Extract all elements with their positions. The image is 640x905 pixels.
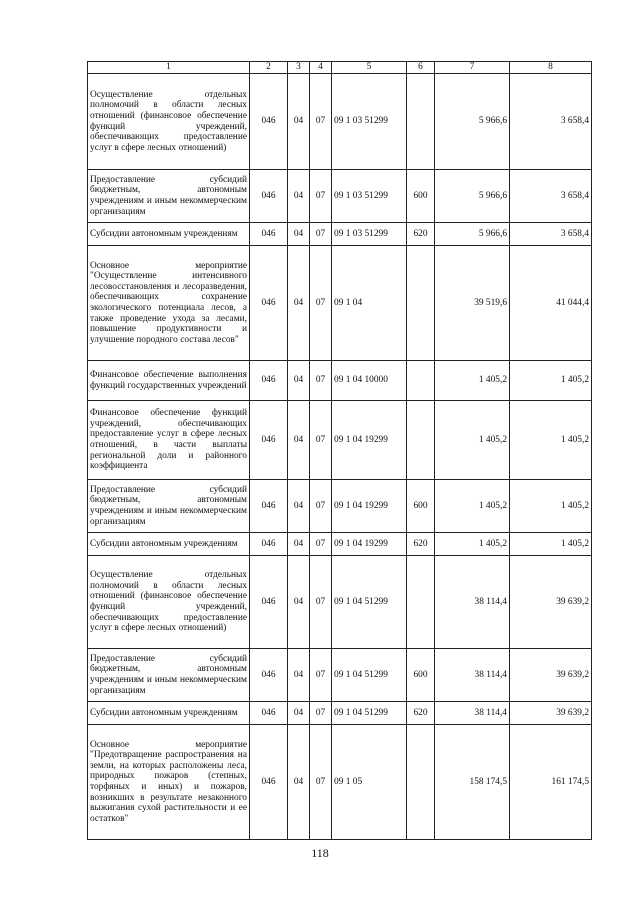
row-subsection: 07 [310,702,332,725]
table-row [88,170,592,223]
row-amount-year-1: 5 966,6 [435,170,510,223]
row-name: Субсидии автономным учреждениям [88,533,250,556]
row-subsection: 07 [310,246,332,361]
row-amount-year-1: 39 519,6 [435,246,510,361]
header-cell-4: 4 [310,62,332,74]
row-amount-year-2: 39 639,2 [510,556,592,649]
row-amount-year-2: 1 405,2 [510,401,592,480]
row-ministry-code: 046 [250,556,288,649]
row-amount-year-2: 3 658,4 [510,223,592,246]
row-section: 04 [288,556,310,649]
header-cell-1: 1 [88,62,250,74]
row-amount-year-2: 39 639,2 [510,649,592,702]
row-section: 04 [288,702,310,725]
row-ministry-code: 046 [250,702,288,725]
header-cell-7: 7 [435,62,510,74]
row-ministry-code: 046 [250,649,288,702]
row-subsection: 07 [310,223,332,246]
row-expense-type: 600 [407,480,435,533]
table-body [88,74,592,840]
row-subsection: 07 [310,170,332,223]
row-subsection: 07 [310,725,332,840]
header-cell-6: 6 [407,62,435,74]
row-expense-type [407,74,435,170]
row-target-article: 09 1 04 10000 [332,361,407,401]
row-name: Предоставление субсидий бюджетным, автономным учреждениям и иным некоммерческим организациям [88,480,250,533]
row-name: Финансовое обеспечение выполнения функций государственных учреждений [88,361,250,401]
row-target-article: 09 1 03 51299 [332,74,407,170]
table-row [88,702,592,725]
table-row [88,246,592,361]
row-section: 04 [288,74,310,170]
page-number: 118 [311,846,329,860]
header-row [88,62,592,74]
row-amount-year-2: 161 174,5 [510,725,592,840]
row-amount-year-2: 3 658,4 [510,170,592,223]
row-amount-year-1: 1 405,2 [435,361,510,401]
row-name: Субсидии автономным учреждениям [88,702,250,725]
row-section: 04 [288,725,310,840]
row-name: Осуществление отдельных полномочий в области лесных отношений (финансовое обеспечение функций учреждений, обеспечивающих предоставление услуг в сфере лесных отношений) [88,74,250,170]
row-target-article: 09 1 04 19299 [332,533,407,556]
row-expense-type [407,725,435,840]
row-expense-type: 620 [407,702,435,725]
row-section: 04 [288,401,310,480]
row-target-article: 09 1 03 51299 [332,223,407,246]
row-amount-year-2: 1 405,2 [510,480,592,533]
row-amount-year-1: 5 966,6 [435,223,510,246]
row-section: 04 [288,649,310,702]
table-row [88,74,592,170]
row-ministry-code: 046 [250,74,288,170]
row-section: 04 [288,223,310,246]
row-name: Предоставление субсидий бюджетным, автономным учреждениям и иным некоммерческим организациям [88,170,250,223]
header-cell-2: 2 [250,62,288,74]
row-amount-year-1: 1 405,2 [435,533,510,556]
header-cell-8: 8 [510,62,592,74]
row-section: 04 [288,480,310,533]
header-cell-3: 3 [288,62,310,74]
row-name: Предоставление субсидий бюджетным, автономным учреждениям и иным некоммерческим организациям [88,649,250,702]
row-subsection: 07 [310,533,332,556]
table-row [88,401,592,480]
row-target-article: 09 1 04 19299 [332,480,407,533]
row-amount-year-1: 38 114,4 [435,702,510,725]
row-subsection: 07 [310,74,332,170]
row-ministry-code: 046 [250,246,288,361]
row-ministry-code: 046 [250,725,288,840]
row-amount-year-1: 38 114,4 [435,556,510,649]
table-row [88,533,592,556]
row-expense-type [407,361,435,401]
row-name: Основное мероприятие "Осуществление интенсивного лесовосстановления и лесоразведения, обеспечивающих сохранение экологического потенциала лесов, а также проведение ухода за лесами, повышение продуктивности и улучшение породного состава лесов" [88,246,250,361]
row-name: Субсидии автономным учреждениям [88,223,250,246]
table-row [88,649,592,702]
row-amount-year-2: 41 044,4 [510,246,592,361]
row-expense-type [407,246,435,361]
row-subsection: 07 [310,401,332,480]
table-row [88,725,592,840]
row-amount-year-1: 5 966,6 [435,74,510,170]
row-amount-year-1: 1 405,2 [435,401,510,480]
row-ministry-code: 046 [250,170,288,223]
row-target-article: 09 1 04 51299 [332,556,407,649]
row-section: 04 [288,361,310,401]
row-name: Осуществление отдельных полномочий в области лесных отношений (финансовое обеспечение функций учреждений, обеспечивающих предоставление услуг в сфере лесных отношений) [88,556,250,649]
row-amount-year-2: 3 658,4 [510,74,592,170]
row-subsection: 07 [310,361,332,401]
row-target-article: 09 1 04 51299 [332,702,407,725]
row-expense-type: 600 [407,649,435,702]
row-amount-year-2: 1 405,2 [510,361,592,401]
row-subsection: 07 [310,649,332,702]
row-ministry-code: 046 [250,401,288,480]
table-header [88,62,592,74]
budget-table [87,61,592,840]
row-amount-year-1: 1 405,2 [435,480,510,533]
row-target-article: 09 1 05 [332,725,407,840]
table-row [88,480,592,533]
row-expense-type [407,556,435,649]
row-name: Основное мероприятие "Предотвращение распространения на земли, на которых расположены леса, природных пожаров (степных, торфяных и иных) и пожаров, возникших в результате незаконного выжигания сухой растительности и ее остатков" [88,725,250,840]
row-section: 04 [288,170,310,223]
row-name: Финансовое обеспечение функций учреждений, обеспечивающих предоставление услуг в сфере лесных отношений, в части выплаты региональной доли и районного коэффициента [88,401,250,480]
table-row [88,556,592,649]
row-section: 04 [288,533,310,556]
row-section: 04 [288,246,310,361]
row-ministry-code: 046 [250,533,288,556]
row-subsection: 07 [310,556,332,649]
row-expense-type [407,401,435,480]
row-ministry-code: 046 [250,361,288,401]
row-amount-year-1: 158 174,5 [435,725,510,840]
row-ministry-code: 046 [250,223,288,246]
row-expense-type: 620 [407,533,435,556]
row-subsection: 07 [310,480,332,533]
row-target-article: 09 1 04 51299 [332,649,407,702]
table-row [88,223,592,246]
row-target-article: 09 1 04 19299 [332,401,407,480]
table-row [88,361,592,401]
row-ministry-code: 046 [250,480,288,533]
row-target-article: 09 1 04 [332,246,407,361]
row-amount-year-1: 38 114,4 [435,649,510,702]
row-expense-type: 620 [407,223,435,246]
row-amount-year-2: 39 639,2 [510,702,592,725]
row-target-article: 09 1 03 51299 [332,170,407,223]
header-cell-5: 5 [332,62,407,74]
row-expense-type: 600 [407,170,435,223]
row-amount-year-2: 1 405,2 [510,533,592,556]
